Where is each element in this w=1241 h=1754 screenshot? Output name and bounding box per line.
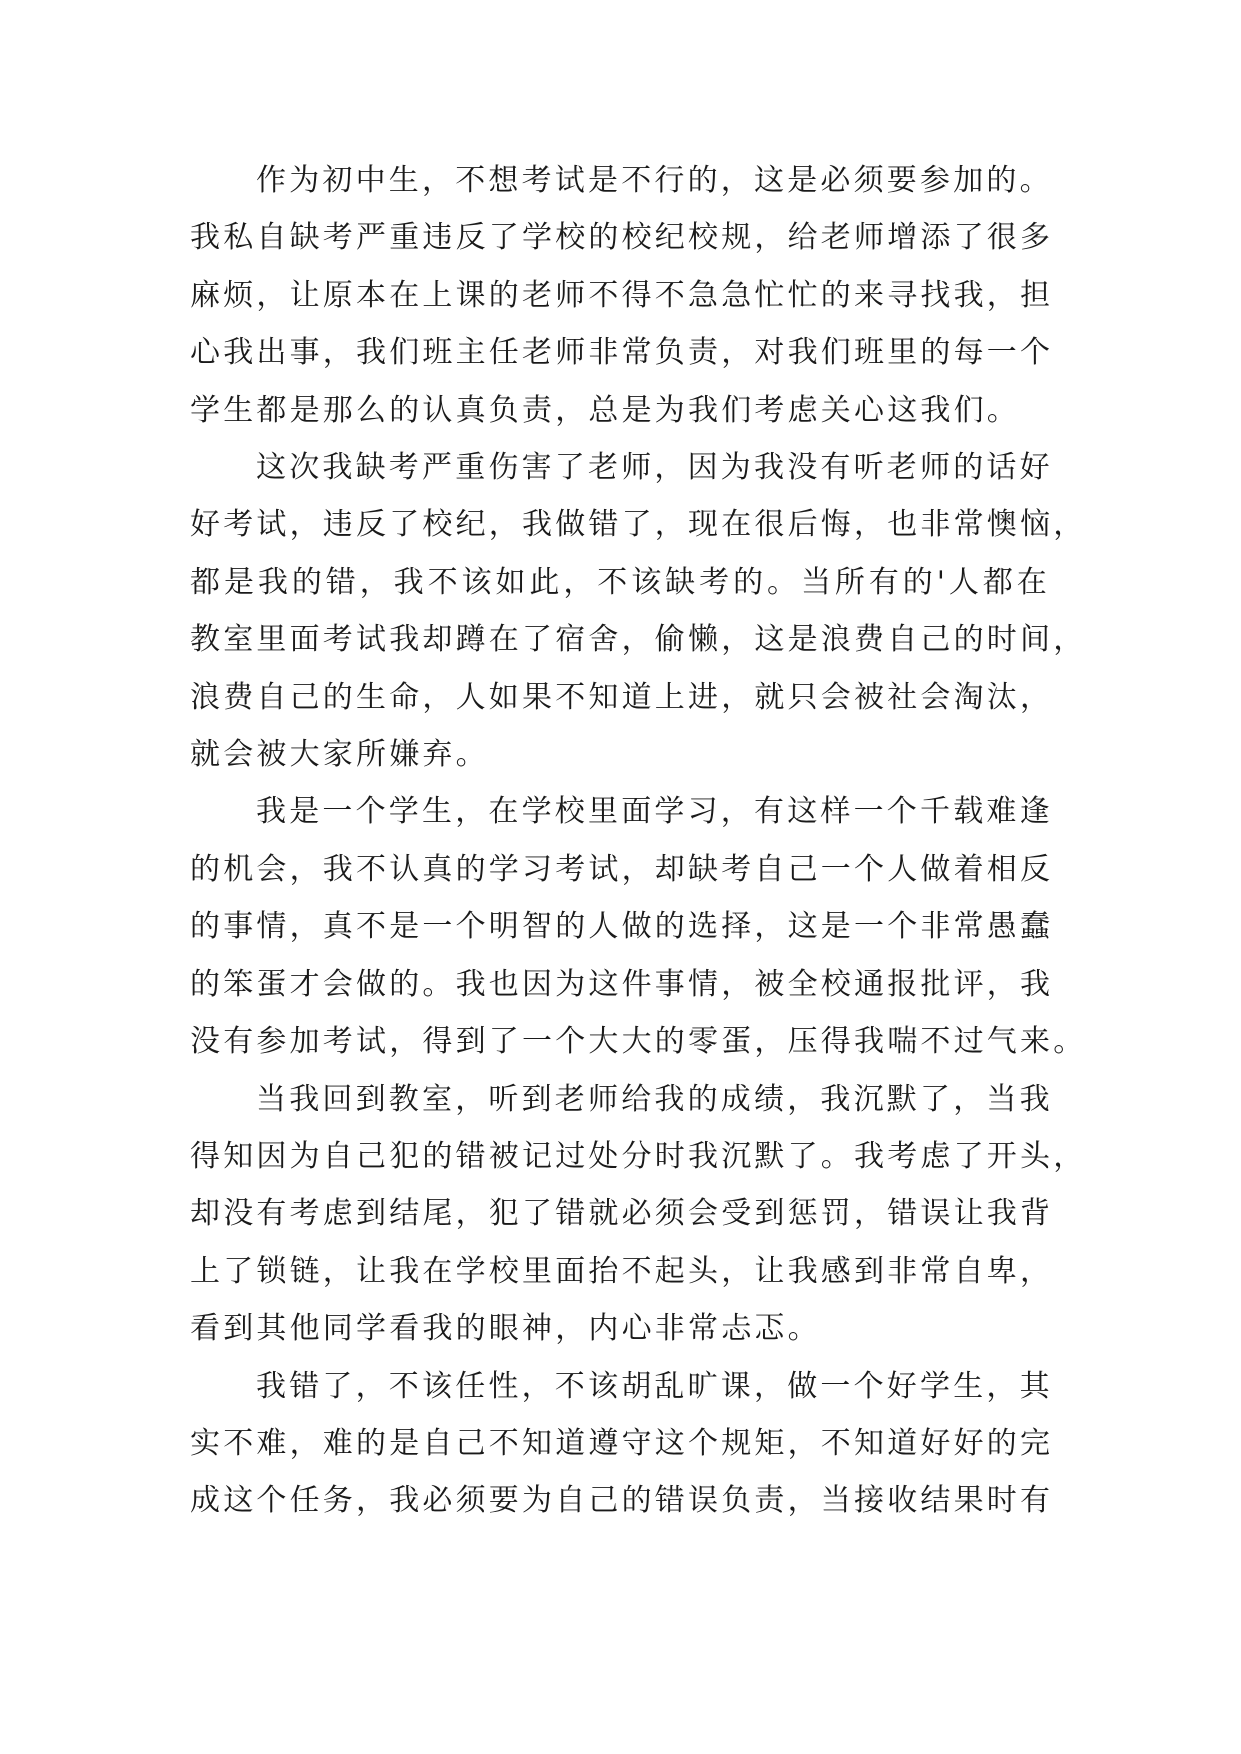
text-line: 麻烦，让原本在上课的老师不得不急急忙忙的来寻找我，担: [190, 277, 1054, 313]
text-line: 的笨蛋才会做的。我也因为这件事情，被全校通报批评，我: [190, 966, 1054, 1002]
text-line: 心我出事，我们班主任老师非常负责，对我们班里的每一个: [190, 335, 1054, 371]
text-line: 我错了，不该任性，不该胡乱旷课，做一个好学生，其: [256, 1368, 1053, 1404]
text-line: 我是一个学生，在学校里面学习，有这样一个千载难逢: [256, 794, 1053, 830]
text-line: 成这个任务，我必须要为自己的错误负责，当接收结果时有: [190, 1483, 1054, 1519]
text-line: 没有参加考试，得到了一个大大的零蛋，压得我喘不过气来。: [190, 1024, 1087, 1060]
paragraph-3: [190, 783, 1087, 1070]
text-line: 看到其他同学看我的眼神，内心非常忐忑。: [190, 1311, 821, 1347]
text-line: 学生都是那么的认真负责，总是为我们考虑关心这我们。: [190, 392, 1020, 428]
text-line: 上了锁链，让我在学校里面抬不起头，让我感到非常自卑，: [190, 1253, 1054, 1289]
text-line: 的事情，真不是一个明智的人做的选择，这是一个非常愚蠢: [190, 909, 1054, 945]
paragraph-5: [190, 1358, 1054, 1530]
paragraph-4: [190, 1071, 1087, 1358]
paragraph-2: [190, 439, 1087, 783]
text-line: 作为初中生，不想考试是不行的，这是必须要参加的。: [256, 163, 1053, 198]
text-line: 当我回到教室，听到老师给我的成绩，我沉默了，当我: [256, 1081, 1053, 1117]
text-line: 就会被大家所嫌弃。: [190, 737, 489, 773]
text-line: 却没有考虑到结尾，犯了错就必须会受到惩罚，错误让我背: [190, 1196, 1054, 1232]
paragraph-1: [190, 152, 1054, 439]
text-line: 教室里面考试我却蹲在了宿舍，偷懒，这是浪费自己的时间，: [190, 622, 1087, 658]
text-line: 的机会，我不认真的学习考试，却缺考自己一个人做着相反: [190, 851, 1054, 887]
text-line: 浪费自己的生命，人如果不知道上进，就只会被社会淘汰，: [190, 679, 1054, 715]
text-line: 这次我缺考严重伤害了老师，因为我没有听老师的话好: [256, 450, 1053, 486]
text-line: 我私自缺考严重违反了学校的校纪校规，给老师增添了很多: [190, 220, 1054, 256]
text-line: 都是我的错，我不该如此，不该缺考的。当所有的'人都在: [190, 564, 1050, 600]
text-line: 得知因为自己犯的错被记过处分时我沉默了。我考虑了开头，: [190, 1138, 1087, 1174]
text-line: 实不难，难的是自己不知道遵守这个规矩，不知道好好的完: [190, 1425, 1054, 1461]
document-body: [190, 152, 1087, 1530]
text-line: 好考试，违反了校纪，我做错了，现在很后悔，也非常懊恼，: [190, 507, 1087, 543]
